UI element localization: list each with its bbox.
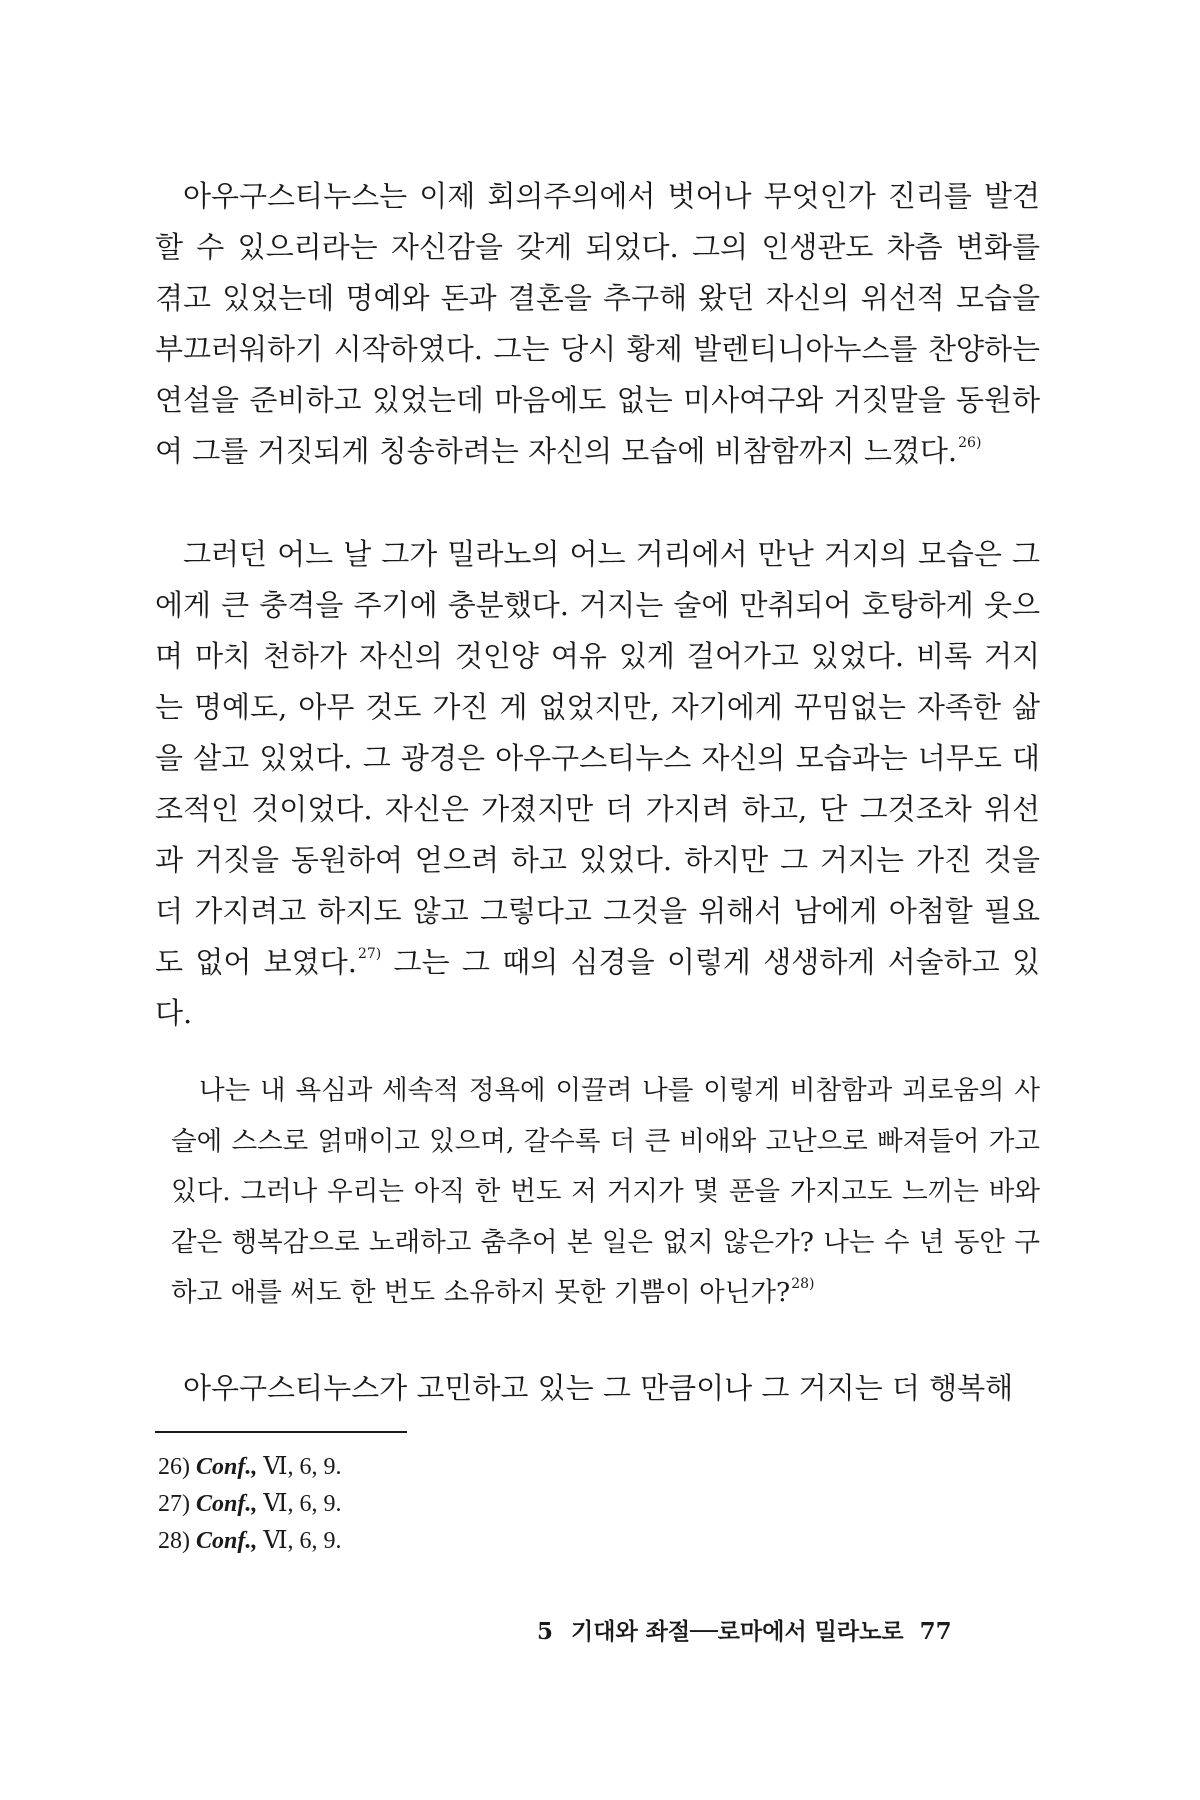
footnote-28 (158, 1523, 342, 1560)
footnote-citation: Ⅵ, 6, 9. (263, 1454, 342, 1480)
footnote-ref-26: 26) (958, 435, 982, 452)
quote-text: 나는 내 욕심과 세속적 정욕에 이끌려 나를 이렇게 비참함과 괴로움의 사슬에 스스로 얽매이고 있으며, 갈수록 더 큰 비애와 고난으로 빠져들어 가고 있다. 그러나 우리는 아직 한 번도 저 거지가 몇 푼을 가지고도 느끼는 바와 같은 행복감으로 노래하고 춤추어 본 일은 없지 않은가? 나는 수 년 동안 구하고 애를 써도 한 번도 소유하지 못한 기쁨이 아닌가? (171, 1075, 1040, 1308)
footnote-work: Conf., (196, 1454, 258, 1480)
running-footer (537, 1616, 1007, 1648)
page-number: 77 (919, 1618, 952, 1645)
footnote-27 (158, 1486, 342, 1523)
footnote-citation: Ⅵ, 6, 9. (263, 1528, 342, 1554)
paragraph-text: 아우구스티누스는 이제 회의주의에서 벗어나 무엇인가 진리를 발견할 수 있으리라는 자신감을 갖게 되었다. 그의 인생관도 차츰 변화를 겪고 있었는데 명예와 돈과 결혼을 추구해 왔던 자신의 위선적 모습을 부끄러워하기 시작하였다. 그는 당시 황제 발렌티니아누스를 찬양하는 연설을 준비하고 있었는데 마음에도 없는 미사여구와 거짓말을 동원하여 그를 거짓되게 칭송하려는 자신의 모습에 비참함까지 느꼈다. (155, 179, 1040, 468)
footnote-number: 28) (158, 1528, 190, 1554)
footnote-number: 26) (158, 1454, 190, 1480)
block-quote (171, 1066, 1040, 1319)
body-paragraph-1 (155, 171, 1040, 477)
footnote-ref-27: 27) (357, 946, 382, 963)
chapter-number: 5 (537, 1618, 554, 1645)
footnotes (158, 1449, 342, 1560)
footnote-work: Conf., (196, 1528, 258, 1554)
footnote-26 (158, 1449, 342, 1486)
footnote-work: Conf., (196, 1491, 258, 1517)
paragraph-text: 아우구스티누스가 고민하고 있는 그 만큼이나 그 거지는 더 행복해 (183, 1371, 1014, 1405)
chapter-title: 기대와 좌절──로마에서 밀라노로 (571, 1618, 904, 1645)
body-paragraph-3 (155, 1363, 1040, 1414)
footnote-ref-28: 28) (791, 1276, 815, 1293)
paragraph-text: 그러던 어느 날 그가 밀라노의 어느 거리에서 만난 거지의 모습은 그에게 큰 충격을 주기에 충분했다. 거지는 술에 만취되어 호탕하게 웃으며 마치 천하가 자신의 것인양 여유 있게 걸어가고 있었다. 비록 거지는 명예도, 아무 것도 가진 게 없었지만, 자기에게 꾸밈없는 자족한 삶을 살고 있었다. 그 광경은 아우구스티누스 자신의 모습과는 너무도 대조적인 것이었다. 자신은 가졌지만 더 가지려 하고, 단 그것조차 위선과 거짓을 동원하여 얻으려 하고 있었다. 하지만 그 거지는 가진 것을 더 가지려고 하지도 않고 그렇다고 그것을 위해서 남에게 아첨할 필요도 없어 보였다. (155, 537, 1040, 979)
footnote-number: 27) (158, 1491, 190, 1517)
paragraph-text-continued: 그는 그 때의 심경을 이렇게 생생하게 서술하고 있다. (155, 945, 1040, 1030)
footnote-divider (155, 1431, 407, 1433)
body-paragraph-2 (155, 529, 1040, 1039)
footnote-citation: Ⅵ, 6, 9. (263, 1491, 342, 1517)
